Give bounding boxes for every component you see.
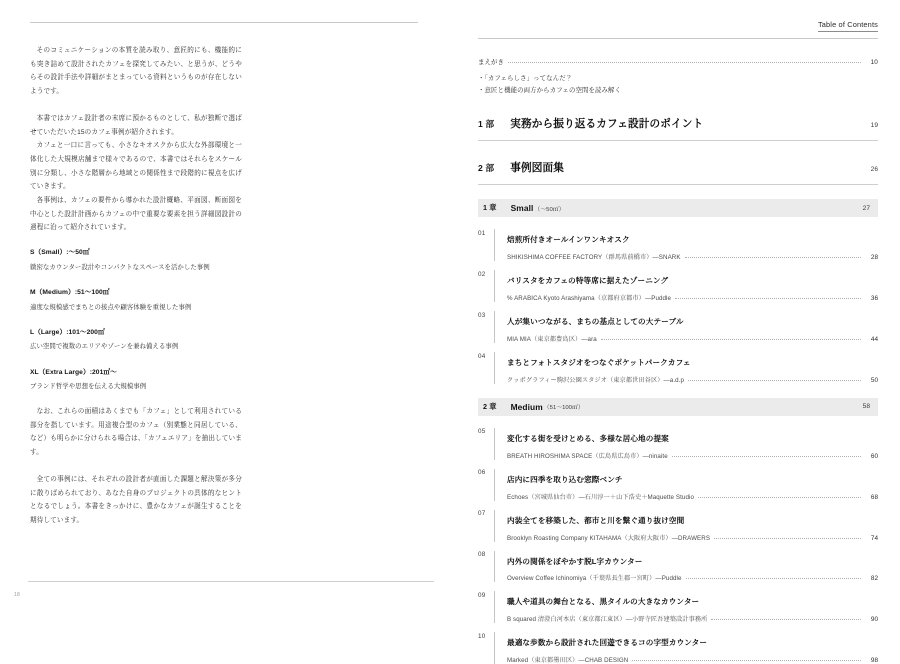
toc-entry-10-subtitle: Marked（東京都墨田区）—CHAB DESIGN [507,657,629,664]
closing-paragraph-2: 全ての事例には、それぞれの設計者が直面した課題と解決策が多分に散りばめられており、あなた自身のプロジェクトの具体的なヒントとなるでしょう。本書をきっかけに、豊かなカフェが誕生することを期待しています。 [30,475,242,524]
toc-entry-03-subtitle: MIA MIA（東京都豊島区）—ara [507,336,597,344]
toc-chapter-2-band[interactable] [478,398,878,416]
size-category-s-heading: S（Small）:〜50㎡ [30,249,90,257]
entry-divider [494,632,495,664]
dot-leader [686,572,861,579]
toc-entry-08-subtitle: Overview Coffee Ichinomiya（千葉県長生郡一宮町）—Puddle [507,575,682,583]
size-spacer-2 [30,312,242,328]
toc-part-1-title: 実務から振り返るカフェ設計のポイント [510,118,704,131]
size-category-m-desc: 適度な規模感でまちとの接点や顧客体験を重視した事例 [30,303,192,311]
toc-entry-03-title: 人が集いつながる、まちの基点としての大テーブル [507,317,684,327]
toc-entry-08[interactable] [478,542,878,583]
toc-entry-04-title: まちとフォトスタジオをつなぐポケットパークカフェ [507,358,691,368]
toc-entry-05-number: 05 [478,428,486,436]
toc-part-2[interactable] [478,160,878,185]
toc-entry-01-subtitle: SHIKISHIMA COFFEE FACTORY（群馬県前橋市）—SNARK [507,254,681,262]
toc-entry-02[interactable] [478,261,878,302]
toc-chapter-1-name: Small [510,203,534,214]
toc-entry-05-body [507,428,878,460]
toc-chapter-2-page: 58 [862,403,870,411]
toc-entry-02-number: 02 [478,270,486,278]
intro-paragraph-3: カフェと一口に言っても、小さなキオスクから広大な外部環境と一体化した大規模店舗まで様々であるので、本書ではそれらをスケール別に分類し、小さな階層から地域との関係性まで段階的に視点を広げていきます。 [30,142,242,191]
size-category-xl-desc: ブランド哲学や思想を伝える大規模事例 [30,383,147,391]
size-category-l-desc: 広い空間で複数のエリアやゾーンを兼ね備える事例 [30,343,179,351]
toc-chapter-2-range: （51〜100㎡） [543,405,584,412]
toc-entry-06[interactable] [478,460,878,501]
left-page-text-column [30,44,242,528]
dot-leader [688,374,861,381]
toc-entry-02-title: バリスタをカフェの特等席に据えたゾーニング [507,276,669,286]
dot-leader [508,59,861,63]
toc-chapter-2-name: Medium [510,401,543,412]
toc-chapter-1-page: 27 [862,204,870,212]
entry-divider [494,591,495,623]
toc-preface-title: まえがき [478,59,505,66]
toc-entry-09-number: 09 [478,591,486,599]
left-page-top-rule [30,22,418,23]
toc-entry-01-body [507,229,878,261]
toc-part-2-page: 26 [870,166,878,174]
toc-entry-09-page: 90 [870,616,878,624]
size-category-xl-heading: XL（Extra Large）:201㎡〜 [30,369,117,377]
dot-leader [672,449,861,456]
size-category-l [30,328,242,352]
toc-entry-02-page: 36 [870,295,878,303]
toc-entry-02-subtitle: % ARABICA Kyoto Arashiyama（京都府京都市）—Puddle [507,295,672,303]
size-category-s [30,248,242,272]
toc-entry-07-body [507,510,878,542]
preface-bullet-2: ・意匠と機能の両方からカフェの空間を読み解く [478,87,622,95]
toc-entry-05-page: 60 [870,452,878,460]
toc-entry-09-title: 職人や道具の舞台となる、黒タイルの大きなカウンター [507,597,700,607]
toc-entry-07[interactable] [478,501,878,542]
entry-divider [494,352,495,384]
toc-preface-page: 10 [870,59,878,66]
toc-entry-07-subtitle: Brooklyn Roasting Company KITAHAMA（大阪府大阪市）—DRAWERS [507,534,711,542]
toc-entry-03-page: 44 [870,336,878,344]
size-category-l-heading: L（Large）:101〜200㎡ [30,329,105,337]
dot-leader [711,613,861,620]
left-page-bottom-rule [28,581,434,582]
right-page-top-rule [478,38,878,39]
toc-entry-03-number: 03 [478,311,486,319]
toc-entry-04-subtitle: クッポグラフィー駒沢公園スタジオ（東京都世田谷区）—a.d.p [507,376,685,384]
toc-entry-04-subrow [507,375,878,384]
intro-paragraph-2: 本書ではカフェ設計者の末席に預かるものとして、私が独断で選ばせていただいた15のカフェ事例が紹介されます。 [30,114,242,136]
paragraph-spacer [30,99,242,112]
toc-entry-05-subtitle: BREATH HIROSHIMA SPACE（広島県広島市）—ninaite [507,452,668,460]
size-category-m-heading: M（Medium）:51〜100㎡ [30,289,110,297]
toc-entry-01-subrow [507,252,878,261]
toc-entry-05[interactable] [478,419,878,460]
right-page [450,0,900,664]
toc-entry-01-page: 28 [870,254,878,262]
toc-part-1-page: 19 [870,122,878,130]
toc-entry-09-subtitle: B squared 清澄白河本店（東京都江東区）—小野寺匠吾建築設計事務所 [507,616,708,624]
page-folio-number: 18 [14,592,21,598]
toc-entry-04-page: 50 [870,376,878,384]
toc-entry-07-title: 内装全てを移築した、都市と川を繋ぐ通り抜け空間 [507,515,685,525]
toc-chapter-1-number: 1 章 [483,203,497,213]
toc-entry-10-subrow [507,655,878,664]
toc-part-2-number: 2 部 [478,163,495,174]
toc-entry-08-page: 82 [870,575,878,583]
toc-entry-06-subrow [507,491,878,500]
toc-entry-02-subrow [507,293,878,302]
toc-entry-08-subrow [507,573,878,582]
intro-paragraph-1: そのコミュニケーションの本質を読み取り、意匠的にも、機能的にも突き詰めて設計されたカフェを探究してみたい、と思うが、どうやらその設計手法や詳細がまとまっている資料というものが存在しないようです。 [30,47,242,96]
toc-entry-07-page: 74 [870,534,878,542]
toc-entry-03-body [507,311,878,343]
dot-leader [632,654,861,661]
toc-entry-06-subtitle: Echoes（宮城県仙台市）—石川淳一＋山下浩史＋Maquette Studio [507,493,694,501]
dot-leader [698,490,861,497]
toc-entry-05-title: 変化する街を受けとめる、多様な居心地の提案 [507,433,669,443]
toc-entry-09-subrow [507,614,878,623]
toc-entry-06-number: 06 [478,469,486,477]
entry-divider [494,510,495,542]
preface-bullet-1: ・「カフェらしさ」ってなんだ？ [478,75,573,82]
entry-divider [494,270,495,302]
toc-entry-04-body [507,352,878,384]
toc-chapter-1-range: （〜50㎡） [534,206,565,213]
toc-entry-01-number: 01 [478,229,486,237]
size-spacer-1 [30,272,242,288]
size-category-s-desc: 緻密なカウンター設計やコンパクトなスペースを活かした事例 [30,263,210,271]
toc-entry-02-body [507,270,878,302]
toc-preface-row[interactable] [478,57,878,66]
entry-divider [494,551,495,583]
toc-entry-07-subrow [507,532,878,541]
toc-entry-01-title: 焙煎所付きオールインワンキオスク [507,235,630,245]
toc-entry-10-number: 10 [478,632,486,640]
entry-divider [494,229,495,261]
toc-entry-04-number: 04 [478,352,486,360]
section-spacer-1 [30,235,242,248]
toc-entry-10-body [507,632,878,664]
toc-entry-08-body [507,551,878,583]
toc-entry-10-title: 最適な歩数から設計された回遊できるコの字型カウンター [507,638,708,648]
size-spacer-3 [30,352,242,368]
paragraph-spacer-2 [30,460,242,473]
intro-paragraph-4: 各事例は、カフェの要件から導かれた設計概略、平面図、断面図を中心とした設計計画からカフェの中で重要な要素を担う詳細図設計の過程に沿って紹介されています。 [30,197,242,232]
toc-preface-bullets [478,73,878,97]
dot-leader [685,251,861,258]
entry-divider [494,469,495,501]
toc-chapter-1-band[interactable] [478,199,878,217]
dot-leader [675,292,861,299]
toc-entry-03[interactable] [478,302,878,343]
toc-header-label: Table of Contents [818,20,878,32]
toc-entry-06-page: 68 [870,493,878,501]
entry-divider [494,311,495,343]
toc-entry-09-body [507,591,878,623]
toc-part-1[interactable] [478,116,878,141]
toc-entry-04[interactable] [478,343,878,384]
toc-entry-06-body [507,469,878,501]
toc-part-1-number: 1 部 [478,119,495,130]
entry-divider [494,428,495,460]
toc-entry-10-page: 98 [870,657,878,664]
toc-entry-08-number: 08 [478,551,486,559]
closing-paragraph-1: なお、これらの面積はあくまでも「カフェ」として利用されている部分を指しています。用途複合型のカフェ（別業態と同居している、など）も明らかに分けられる場合は、「カフェエリア」を抽出しています。 [30,408,242,457]
toc-entry-10[interactable] [478,623,878,664]
toc-entry-07-number: 07 [478,510,486,518]
dot-leader [601,333,861,340]
dot-leader [714,531,861,538]
size-category-m [30,288,242,312]
toc-entry-05-subrow [507,450,878,459]
toc-header [478,20,878,32]
size-category-xl [30,368,242,392]
toc-chapter-2-number: 2 章 [483,401,497,411]
toc-entry-09[interactable] [478,582,878,623]
toc-part-2-title: 事例図面集 [510,162,565,175]
left-page [0,0,450,608]
toc-entry-01[interactable] [478,220,878,261]
section-spacer-2 [30,392,242,405]
toc-entry-06-title: 店内に四季を取り込む窓際ベンチ [507,474,623,484]
toc-entry-08-title: 内外の関係をぼやかす脱L字カウンター [507,556,643,566]
toc-entry-03-subrow [507,334,878,343]
